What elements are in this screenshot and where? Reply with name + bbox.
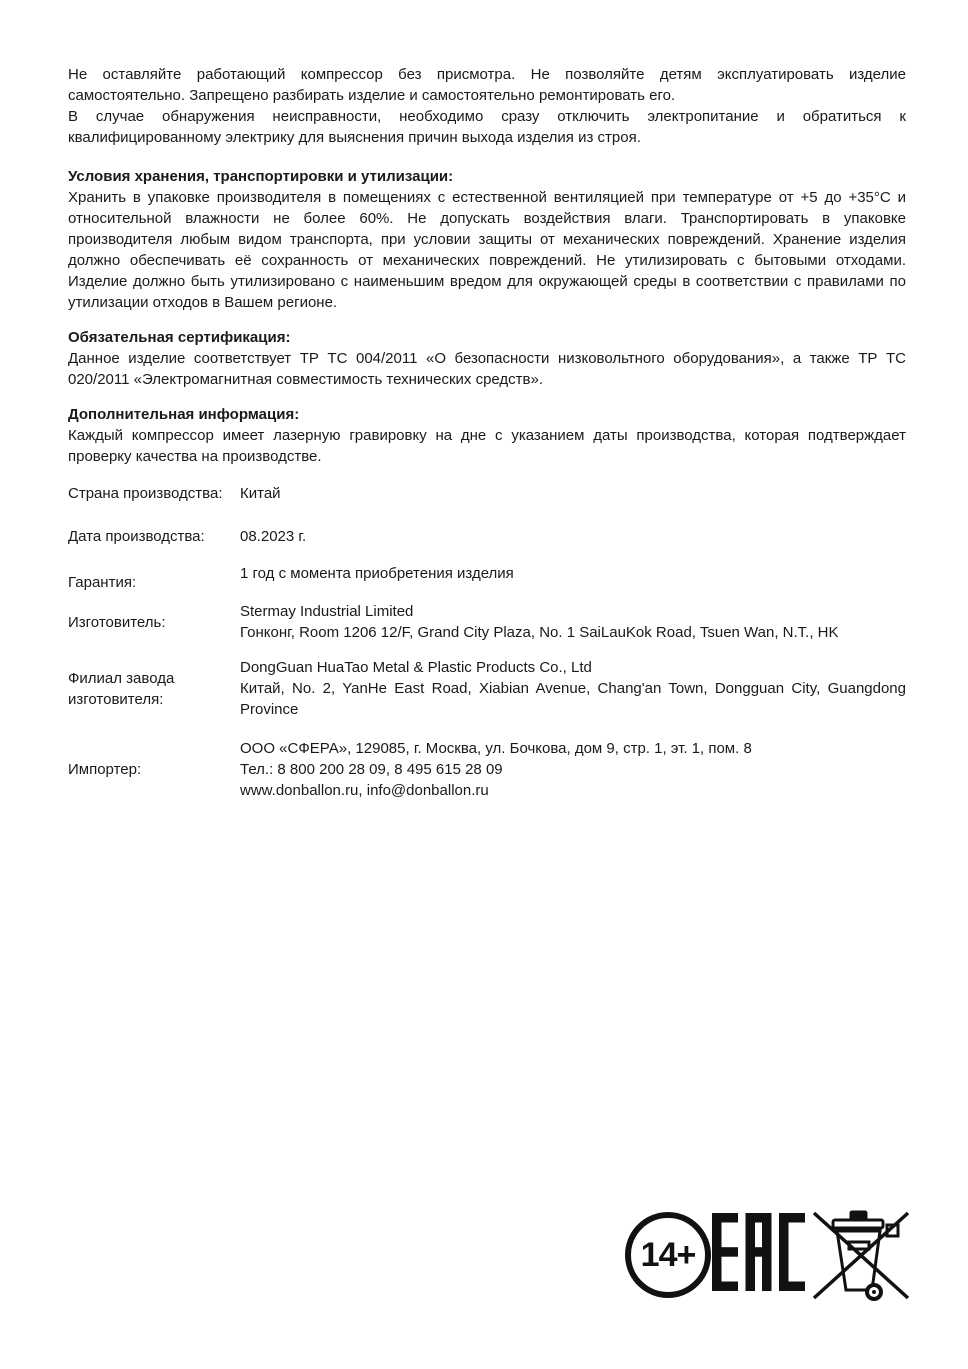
info-label-warranty: Гарантия:: [68, 573, 137, 591]
value-line: Китай, No. 2, YanHe East Road, Xiabian Avenue, Chang'an Town, Dongguan City, Guangdong Province: [240, 680, 906, 718]
value-line: Stermay Industrial Limited: [240, 603, 414, 620]
value-line: Тел.: 8 800 200 28 09, 8 495 615 28 09: [240, 761, 503, 778]
eac-conformity-mark-icon: [712, 1213, 805, 1291]
value-line: Гонконг, Room 1206 12/F, Grand City Plaza, No. 1 SaiLauKok Road, Tsuen Wan, N.T., HK: [240, 624, 839, 641]
value-line: Китай: [240, 485, 281, 502]
eac-letters-svg: [712, 1213, 805, 1291]
info-value-country: [240, 483, 906, 504]
age-restriction-14-badge-icon: [625, 1212, 711, 1298]
product-info-table: [68, 483, 906, 801]
info-value-importer: [240, 738, 906, 801]
section-body-additional-info: Каждый компрессор имеет лазерную гравировку на дне с указанием даты производства, которая подтверждает проверку качества на производстве.: [68, 427, 906, 465]
section-heading-storage-transport-disposal: Условия хранения, транспортировки и утилизации:: [68, 168, 454, 185]
info-row-importer: [68, 738, 906, 801]
info-label-manufacturer: Изготовитель:: [68, 613, 166, 631]
info-value-manufacturer: [240, 601, 906, 643]
info-label-factory-branch: Филиал завода изготовителя:: [68, 669, 175, 708]
value-line: 1 год с момента приобретения изделия: [240, 565, 514, 582]
info-row-warranty: [68, 563, 906, 601]
section-body-storage-transport-disposal: Хранить в упаковке производителя в помещениях с естественной вентиляцией при температуре от +5 до +35°С и относительной влажности не более 60%. Не допускать воздействия влаги. Транспортировать в упаковке производителя любым видом транспорта, при условии защиты от механических повреждений. Хранение изделия должно обеспечивать её сохранность от механических повреждений. Не утилизировать с бытовыми отходами. Изделие должно быть утилизировано с наименьшим вредом для окружающей среды в соответствии с правилами по утилизации отходов в Вашем регионе.: [68, 189, 906, 311]
value-line: ООО «СФЕРА», 129085, г. Москва, ул. Бочкова, дом 9, стр. 1, эт. 1, пом. 8: [240, 740, 752, 757]
info-label-production-date: Дата производства:: [68, 528, 205, 545]
age-badge-label: 14+: [640, 1235, 696, 1274]
intro-paragraph-2: В случае обнаружения неисправности, необходимо сразу отключить электропитание и обратиться к квалифицированному электрику для выяснения причин выхода изделия из строя.: [68, 108, 906, 146]
section-heading-certification: Обязательная сертификация:: [68, 329, 291, 346]
info-row-factory-branch: [68, 657, 906, 720]
info-label-country: Страна производства:: [68, 485, 223, 502]
info-value-production-date: [240, 526, 906, 547]
info-label-importer: Импортер:: [68, 761, 142, 778]
info-row-production-date: [68, 526, 906, 547]
info-value-warranty: [240, 563, 906, 584]
info-value-factory-branch: [240, 657, 906, 720]
intro-paragraph-1: Не оставляйте работающий компрессор без присмотра. Не позволяйте детям эксплуатировать изделие самостоятельно. Запрещено разбирать изделие и самостоятельно ремонтировать его.: [68, 66, 906, 104]
value-line: www.donballon.ru, info@donballon.ru: [240, 782, 489, 799]
section-heading-additional-info: Дополнительная информация:: [68, 406, 300, 423]
section-body-certification: Данное изделие соответствует ТР ТС 004/2011 «О безопасности низковольтного оборудования», а также ТР ТС 020/2011 «Электромагнитная совместимость технических средств».: [68, 350, 906, 388]
info-row-country: [68, 483, 906, 504]
info-row-manufacturer: [68, 601, 906, 643]
page-content: [68, 64, 906, 801]
weee-crossed-out-wheeled-bin-icon: [810, 1200, 912, 1312]
weee-bin-svg: [810, 1200, 912, 1312]
value-line: 08.2023 г.: [240, 528, 307, 545]
value-line: DongGuan HuaTao Metal & Plastic Products Co., Ltd: [240, 659, 592, 676]
